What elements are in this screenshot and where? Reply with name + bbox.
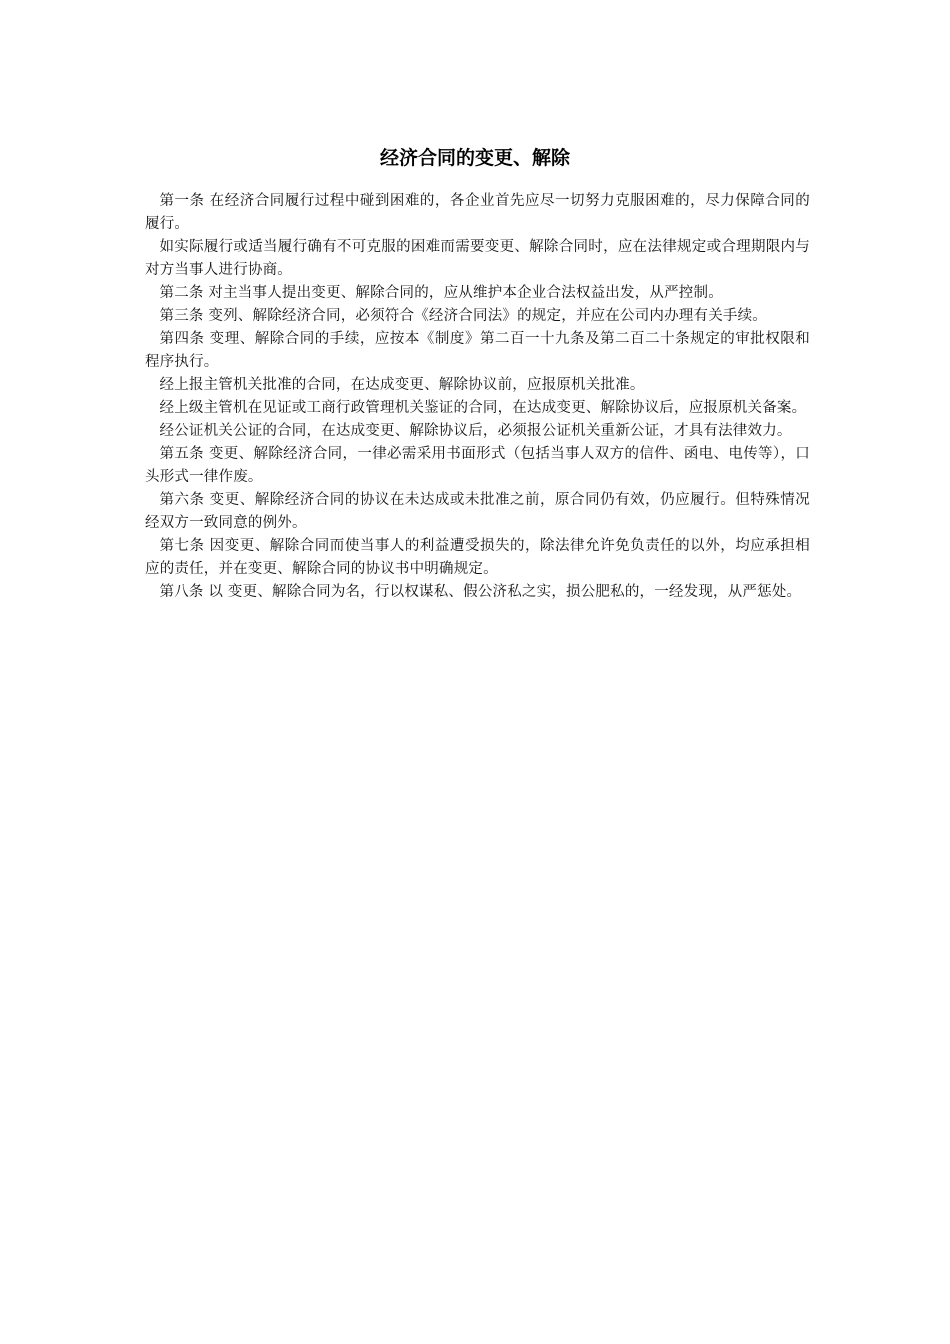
paragraph-article-5: 第五条 变更、解除经济合同，一律必需采用书面形式（包括当事人双方的信件、函电、电传等），口头形式一律作废。 <box>145 446 810 485</box>
paragraph-article-8: 第八条 以 变更、解除合同为名，行以权谋私、假公济私之实，损公肥私的，一经发现，从严惩处。 <box>159 584 802 600</box>
paragraph-article-6: 第六条 变更、解除经济合同的协议在未达成或未批准之前，原合同仍有效，仍应履行。但特殊情况经双方一致同意的例外。 <box>145 492 810 531</box>
paragraph-article-4: 第四条 变理、解除合同的手续，应按本《制度》第二百一十九条及第二百二十条规定的审批权限和程序执行。 <box>145 331 810 370</box>
paragraph-article-1-cont: 如实际履行或适当履行确有不可克服的困难而需要变更、解除合同时，应在法律规定或合理期限内与对方当事人进行协商。 <box>145 239 810 278</box>
paragraph-article-7: 第七条 因变更、解除合同而使当事人的利益遭受损失的，除法律允许免负责任的以外，均应承担相应的责任，并在变更、解除合同的协议书中明确规定。 <box>145 538 810 577</box>
paragraph-article-2: 第二条 对主当事人提出变更、解除合同的，应从维护本企业合法权益出发，从严控制。 <box>159 285 723 301</box>
paragraph-article-4-approval: 经上报主管机关批准的合同，在达成变更、解除协议前，应报原机关批准。 <box>159 377 645 393</box>
paragraph-article-4-filing: 经上级主管机在见证或工商行政管理机关鉴证的合同，在达成变更、解除协议后，应报原机关备案。 <box>159 400 807 416</box>
document-body <box>145 190 810 604</box>
paragraph-article-1: 第一条 在经济合同履行过程中碰到困难的，各企业首先应尽一切努力克服困难的，尽力保障合同的履行。 <box>145 193 810 232</box>
document-title: 经济合同的变更、解除 <box>379 147 570 169</box>
paragraph-article-4-notary: 经公证机关公证的合同，在达成变更、解除协议后，必须报公证机关重新公证，才具有法律效力。 <box>159 423 792 439</box>
paragraph-article-3: 第三条 变列、解除经济合同，必须符合《经济合同法》的规定，并应在公司内办理有关手续。 <box>159 308 768 324</box>
